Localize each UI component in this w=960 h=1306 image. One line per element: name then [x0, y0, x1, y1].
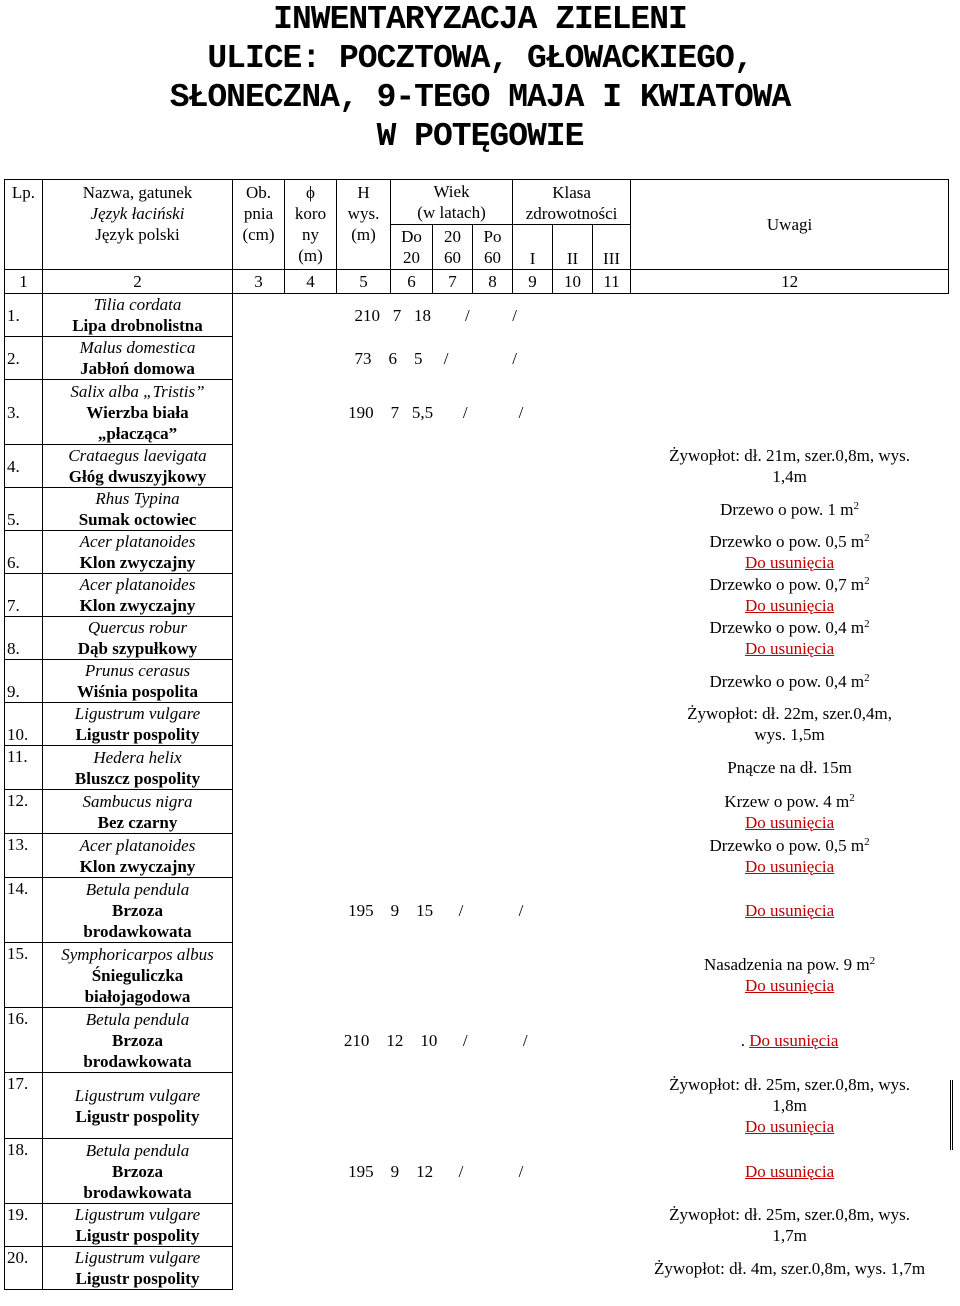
table-row [5, 1247, 949, 1290]
header-trunk: Ob. pnia (cm) [233, 180, 285, 270]
measurements-text: 73 6 5 / / [354, 348, 517, 368]
row-measurements [233, 790, 631, 834]
polish-name: Klon zwyczajny [79, 553, 196, 572]
latin-name: Sambucus nigra [82, 791, 193, 811]
header-crown: ϕ koro ny (m) [285, 180, 337, 270]
table-row [5, 703, 949, 746]
table-row [5, 1008, 949, 1073]
polish-name: Ligustr pospolity [75, 1106, 200, 1126]
remarks-line-1: Żywopłot: dł. 25m, szer.0,8m, wys. [669, 1205, 910, 1224]
header-name: Nazwa, gatunek Język łaciński Język polski [43, 180, 233, 270]
polish-name: Wiśnia pospolita [76, 682, 199, 701]
row-species-name [43, 746, 233, 790]
polish-name: Ligustr pospolity [75, 1226, 200, 1245]
table-row [5, 746, 949, 790]
row-species-name [43, 1204, 233, 1247]
row-lp: 13. [5, 834, 43, 878]
table-row [5, 790, 949, 834]
row-measurements [233, 294, 631, 337]
row-species-name [43, 660, 233, 703]
row-remarks [631, 746, 949, 790]
row-measurements [233, 1204, 631, 1247]
polish-name: Jabłoń domowa [80, 359, 195, 378]
row-measurements [233, 617, 631, 660]
table-row [5, 834, 949, 878]
inventory-table [4, 179, 949, 1290]
header-age: Wiek (w latach) [391, 180, 513, 225]
row-remarks [631, 294, 949, 337]
remarks-line-2: Do usunięcia [744, 639, 835, 658]
polish-name: Ligustr pospolity [75, 725, 200, 744]
remarks-line-1: Pnącze na dł. 15m [727, 758, 852, 777]
latin-name: Rhus Typina [95, 489, 180, 508]
remarks-line-2: 1,7m [772, 1226, 807, 1245]
row-lp: 10. [5, 703, 43, 746]
row-lp: 14. [5, 878, 43, 943]
row-measurements [233, 943, 631, 1008]
remarks-line-2: wys. 1,5m [754, 725, 825, 744]
polish-name-cont: brodawkowata [83, 1051, 192, 1071]
row-remarks [631, 574, 949, 617]
row-remarks [631, 660, 949, 703]
table-row [5, 488, 949, 531]
row-species-name [43, 380, 233, 445]
remarks-line-1: Nasadzenia na pow. 9 $m^2$ [704, 955, 876, 974]
superscript: 2 [864, 532, 870, 544]
header-class-1: I [513, 225, 553, 270]
col-num: 12 [631, 270, 949, 294]
polish-name: Wierzba biała [86, 402, 189, 422]
row-remarks [631, 1073, 949, 1139]
row-measurements [233, 531, 631, 574]
row-remarks [631, 380, 949, 445]
col-num: 1 [5, 270, 43, 294]
title-line-2: ULICE: POCZTOWA, GŁOWACKIEGO, [207, 40, 753, 77]
polish-name: Lipa drobnolistna [72, 316, 203, 335]
polish-name: Bez czarny [97, 812, 178, 832]
table-row [5, 574, 949, 617]
header-age-under-20: Do 20 [391, 225, 433, 270]
row-measurements [233, 337, 631, 380]
row-lp: 16. [5, 1008, 43, 1073]
header-age-20-60: 20 60 [433, 225, 473, 270]
superscript: 2 [853, 499, 860, 512]
measurements-text: 190 7 5,5 / / [348, 402, 524, 422]
remarks-line-1: Drzewko o pow. 0,5 $m^2$ [709, 532, 870, 551]
row-remarks [631, 488, 949, 531]
remarks-line-2: 1,4m [772, 467, 807, 486]
remarks-line-1: Drzewko o pow. 0,5 $m^2$ [709, 835, 870, 855]
superscript: 2 [864, 618, 870, 630]
row-remarks [631, 834, 949, 878]
latin-name: Acer platanoides [79, 835, 196, 855]
remarks-line-2: Do usunięcia [744, 1161, 835, 1181]
row-remarks [631, 531, 949, 574]
row-lp: 2. [5, 337, 43, 380]
row-species-name [43, 445, 233, 488]
row-remarks [631, 617, 949, 660]
table-row [5, 380, 949, 445]
header-class-2: II [553, 225, 593, 270]
remarks-line-2: Do usunięcia [744, 596, 835, 615]
row-measurements [233, 1073, 631, 1139]
polish-name: Klon zwyczajny [79, 596, 196, 615]
row-species-name [43, 1139, 233, 1204]
row-remarks [631, 337, 949, 380]
polish-name: Bluszcz pospolity [74, 768, 201, 788]
superscript: 2 [864, 835, 870, 848]
latin-name: Crataegus laevigata [68, 446, 207, 465]
row-remarks [631, 703, 949, 746]
title-line-3: SŁONECZNA, 9-TEGO MAJA I KWIATOWA [169, 79, 791, 116]
header-lp: Lp. [5, 180, 43, 270]
table-header-row [5, 180, 949, 225]
polish-name-cont: brodawkowata [83, 921, 192, 941]
row-remarks [631, 1008, 949, 1073]
column-numbers-row [5, 270, 949, 294]
remarks-line-1: Krzew o pow. 4 $m^2$ [724, 791, 855, 811]
row-species-name [43, 834, 233, 878]
measurements-text: 195 9 15 / / [348, 900, 524, 920]
row-species-name [43, 1008, 233, 1073]
row-lp: 9. [5, 660, 43, 703]
polish-name: Śnieguliczka [91, 965, 184, 985]
row-lp: 1. [5, 294, 43, 337]
header-class-3: III [593, 225, 631, 270]
row-remarks [631, 1139, 949, 1204]
margin-bar [950, 1080, 953, 1150]
polish-name: Dąb szypułkowy [77, 639, 198, 658]
row-species-name [43, 1247, 233, 1290]
row-lp: 20. [5, 1247, 43, 1290]
remarks-line-1: Drzewko o pow. 0,4 $m^2$ [709, 671, 870, 691]
polish-name: Brzoza [112, 1030, 163, 1050]
latin-name: Symphoricarpos albus [61, 944, 214, 964]
row-remarks [631, 878, 949, 943]
row-measurements [233, 703, 631, 746]
remarks-line-2: Do usunięcia [744, 900, 835, 920]
row-remarks [631, 445, 949, 488]
row-remarks [631, 1247, 949, 1290]
row-lp: 12. [5, 790, 43, 834]
col-num: 3 [233, 270, 285, 294]
latin-name: Betula pendula [85, 1009, 190, 1029]
latin-name: Ligustrum vulgare [74, 1085, 201, 1105]
title-line-1: INWENTARYZACJA ZIELENI [273, 1, 687, 38]
row-species-name [43, 531, 233, 574]
row-remarks [631, 790, 949, 834]
row-species-name [43, 617, 233, 660]
row-lp: 19. [5, 1204, 43, 1247]
header-remarks: Uwagi [631, 180, 949, 270]
remarks-line-3: Do usunięcia [744, 1117, 835, 1136]
measurements-text: 195 9 12 / / [348, 1161, 524, 1181]
latin-name: Hedera helix [93, 747, 182, 767]
polish-name: Klon zwyczajny [79, 856, 196, 876]
row-measurements [233, 1247, 631, 1290]
superscript: 2 [849, 791, 855, 804]
remarks-line-1: Żywopłot: dł. 25m, szer.0,8m, wys. [669, 1075, 910, 1094]
latin-name: Acer platanoides [79, 575, 196, 594]
table-row [5, 445, 949, 488]
row-lp: 4. [5, 445, 43, 488]
remarks-line-1: Żywopłot: dł. 4m, szer.0,8m, wys. 1,7m [654, 1258, 926, 1278]
row-remarks [631, 1204, 949, 1247]
col-num: 5 [337, 270, 391, 294]
col-num: 2 [43, 270, 233, 294]
row-measurements [233, 1139, 631, 1204]
row-lp: 18. [5, 1139, 43, 1204]
latin-name: Tilia cordata [93, 295, 182, 314]
remarks-line-1: Drzewo o pow. 1 $m^2$ [720, 499, 860, 519]
row-measurements [233, 660, 631, 703]
measurements-text: 210 12 10 / / [343, 1030, 528, 1050]
row-measurements [233, 1008, 631, 1073]
remarks-line-2: 1,8m [772, 1096, 807, 1115]
measurements-text: 210 7 18 / / [354, 305, 517, 325]
row-species-name [43, 790, 233, 834]
table-row [5, 943, 949, 1008]
col-num: 9 [513, 270, 553, 294]
row-measurements [233, 746, 631, 790]
polish-name: Ligustr pospolity [75, 1269, 200, 1288]
row-lp: 8. [5, 617, 43, 660]
row-lp: 6. [5, 531, 43, 574]
col-num: 4 [285, 270, 337, 294]
polish-name: Brzoza [112, 900, 163, 920]
polish-name-cont: brodawkowata [83, 1182, 192, 1202]
latin-name: Betula pendula [85, 1140, 190, 1160]
row-species-name [43, 574, 233, 617]
row-species-name [43, 488, 233, 531]
table-body [5, 294, 949, 1290]
col-num: 10 [553, 270, 593, 294]
col-num: 8 [473, 270, 513, 294]
header-age-over-60: Po 60 [473, 225, 513, 270]
row-measurements [233, 878, 631, 943]
table-row [5, 337, 949, 380]
row-species-name [43, 1073, 233, 1139]
row-measurements [233, 488, 631, 531]
row-species-name [43, 703, 233, 746]
table-row [5, 294, 949, 337]
latin-name: Prunus cerasus [84, 661, 191, 680]
row-lp: 11. [5, 746, 43, 790]
title-line-4: W POTĘGOWIE [376, 118, 584, 155]
remarks-line-2: Do usunięcia [744, 812, 835, 832]
remove-label: Do usunięcia [749, 1030, 839, 1050]
superscript: 2 [864, 671, 870, 684]
latin-name: Quercus robur [87, 618, 188, 637]
col-num: 11 [593, 270, 631, 294]
table-row [5, 878, 949, 943]
row-lp: 7. [5, 574, 43, 617]
row-measurements [233, 574, 631, 617]
polish-name: Sumak octowiec [78, 510, 197, 529]
table-row [5, 617, 949, 660]
document-title [0, 0, 960, 156]
polish-name: Głóg dwuszyjkowy [68, 467, 207, 486]
table-row [5, 1204, 949, 1247]
col-num: 6 [391, 270, 433, 294]
latin-name: Ligustrum vulgare [74, 1205, 201, 1224]
latin-name: Ligustrum vulgare [74, 704, 201, 723]
remarks-line-2: Do usunięcia [744, 553, 835, 572]
remarks-line-2: Do usunięcia [744, 976, 835, 995]
header-health-class: Klasa zdrowotności [513, 180, 631, 225]
row-lp: 15. [5, 943, 43, 1008]
header-height: H wys. (m) [337, 180, 391, 270]
row-lp: 5. [5, 488, 43, 531]
col-num: 7 [433, 270, 473, 294]
row-remarks [631, 943, 949, 1008]
row-measurements [233, 380, 631, 445]
remarks-line-1: Drzewko o pow. 0,7 $m^2$ [709, 575, 870, 594]
latin-name: Malus domestica [79, 338, 196, 357]
latin-name: Acer platanoides [79, 532, 196, 551]
remarks-line-1: Drzewko o pow. 0,4 $m^2$ [709, 618, 870, 637]
row-lp: 3. [5, 380, 43, 445]
row-measurements [233, 834, 631, 878]
remarks-line-1: Żywopłot: dł. 21m, szer.0,8m, wys. [669, 446, 910, 465]
table-row [5, 1139, 949, 1204]
polish-name: Brzoza [112, 1161, 163, 1181]
row-lp: 17. [5, 1073, 43, 1139]
table-row [5, 660, 949, 703]
polish-name-cont: „płacząca” [97, 423, 178, 443]
superscript: 2 [864, 575, 870, 587]
remarks-line-2: Do usunięcia [744, 856, 835, 876]
latin-name: Betula pendula [85, 879, 190, 899]
remarks-line-1: Żywopłot: dł. 22m, szer.0,4m, [687, 704, 893, 723]
row-species-name [43, 878, 233, 943]
table-row [5, 531, 949, 574]
latin-name: Salix alba „Tristis” [70, 381, 205, 401]
polish-name-cont: białojagodowa [84, 986, 191, 1006]
row-species-name [43, 294, 233, 337]
latin-name: Ligustrum vulgare [74, 1248, 201, 1267]
row-species-name [43, 943, 233, 1008]
table-row [5, 1073, 949, 1139]
row-species-name [43, 337, 233, 380]
superscript: 2 [869, 955, 876, 967]
remarks-line-1: . Do usunięcia [740, 1030, 839, 1050]
row-measurements [233, 445, 631, 488]
